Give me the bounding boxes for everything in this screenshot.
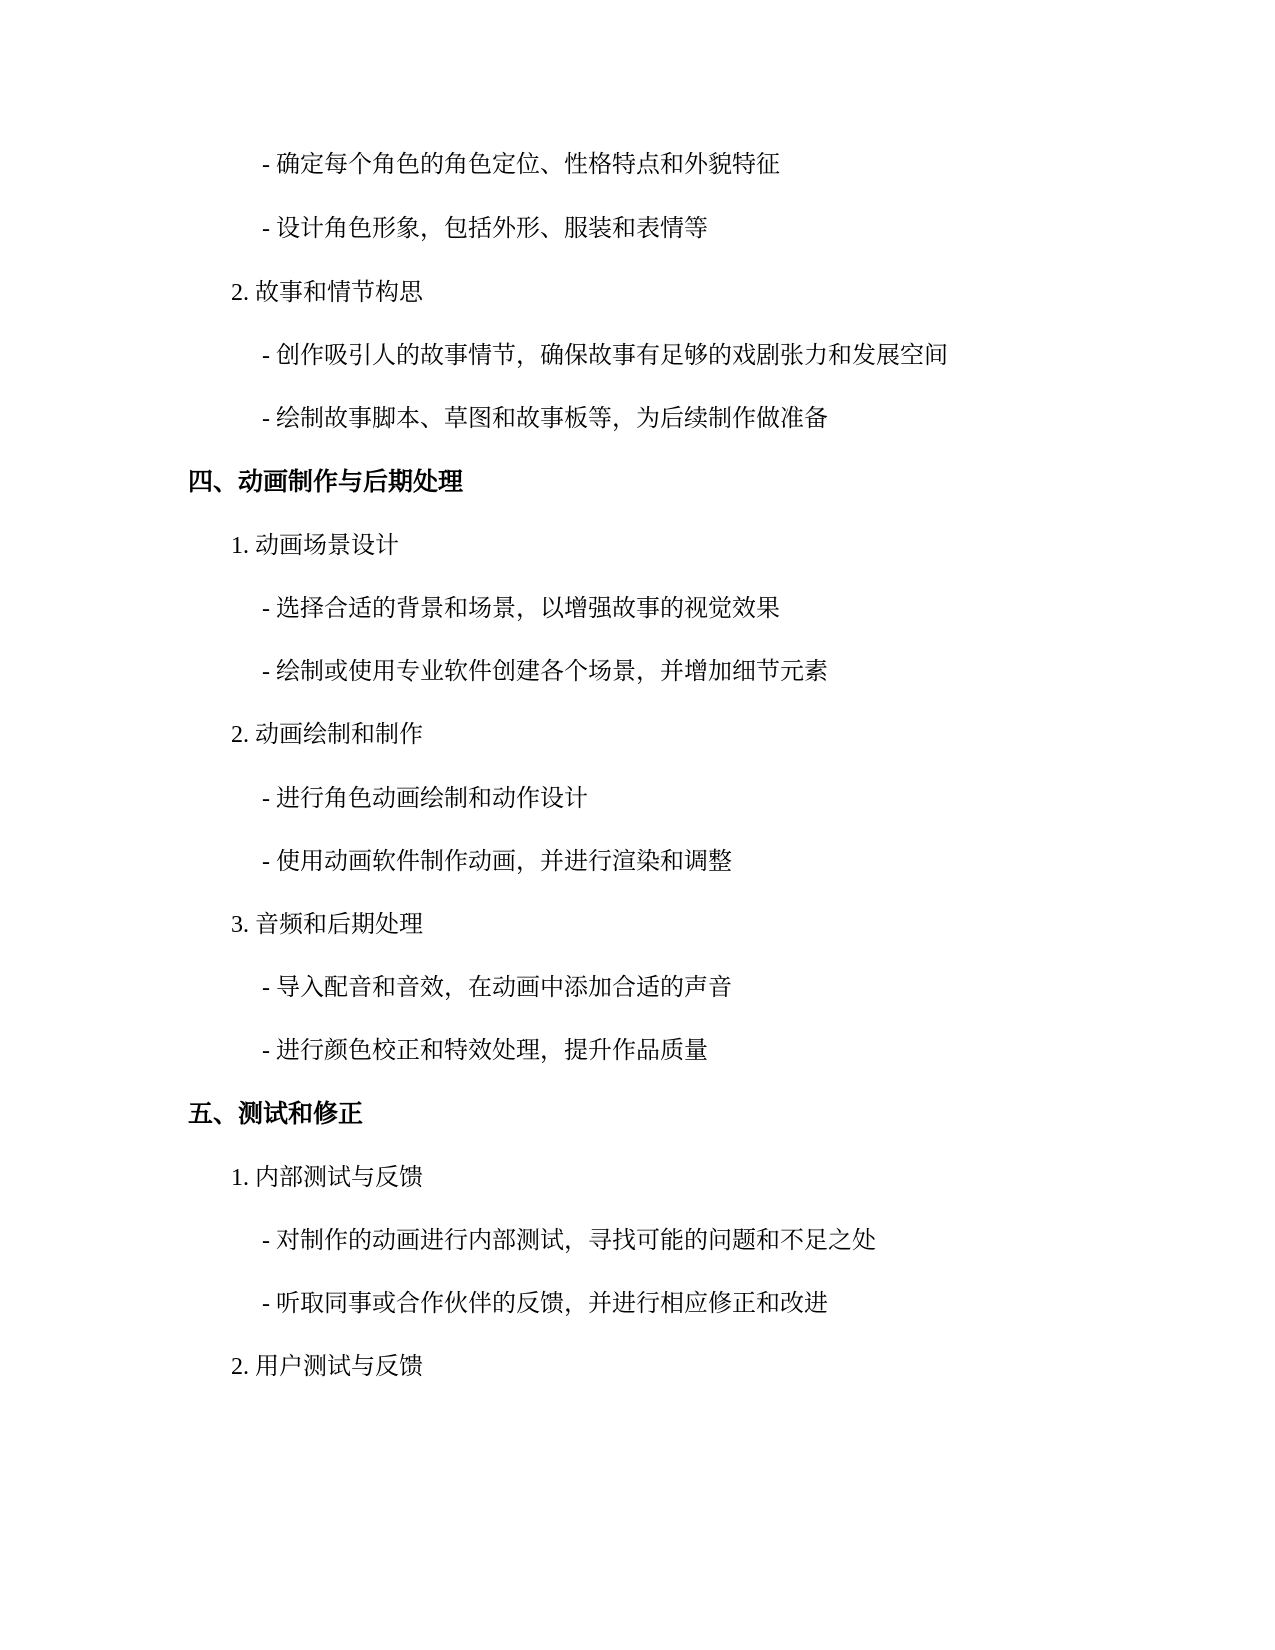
- numbered-item: 2. 动画绘制和制作: [231, 722, 423, 748]
- bullet-line: - 听取同事或合作伙伴的反馈，并进行相应修正和改进: [262, 1291, 828, 1317]
- section-heading: 四、动画制作与后期处理: [188, 469, 464, 496]
- bullet-line: - 使用动画软件制作动画，并进行渲染和调整: [262, 849, 732, 875]
- bullet-line: - 对制作的动画进行内部测试，寻找可能的问题和不足之处: [262, 1228, 876, 1254]
- bullet-line: - 选择合适的背景和场景，以增强故事的视觉效果: [262, 596, 780, 622]
- numbered-item: 1. 动画场景设计: [231, 533, 399, 559]
- bullet-line: - 绘制或使用专业软件创建各个场景，并增加细节元素: [262, 659, 828, 685]
- numbered-item: 1. 内部测试与反馈: [231, 1165, 423, 1191]
- bullet-line: - 绘制故事脚本、草图和故事板等，为后续制作做准备: [262, 406, 828, 432]
- section-heading: 五、测试和修正: [188, 1101, 364, 1128]
- bullet-line: - 创作吸引人的故事情节，确保故事有足够的戏剧张力和发展空间: [262, 343, 948, 369]
- bullet-line: - 进行颜色校正和特效处理，提升作品质量: [262, 1038, 708, 1064]
- numbered-item: 2. 故事和情节构思: [231, 280, 423, 306]
- numbered-item: 2. 用户测试与反馈: [231, 1354, 423, 1380]
- bullet-line: - 设计角色形象，包括外形、服装和表情等: [262, 216, 708, 242]
- bullet-line: - 导入配音和音效，在动画中添加合适的声音: [262, 975, 732, 1001]
- bullet-line: - 确定每个角色的角色定位、性格特点和外貌特征: [262, 152, 780, 178]
- numbered-item: 3. 音频和后期处理: [231, 912, 423, 938]
- bullet-line: - 进行角色动画绘制和动作设计: [262, 786, 588, 812]
